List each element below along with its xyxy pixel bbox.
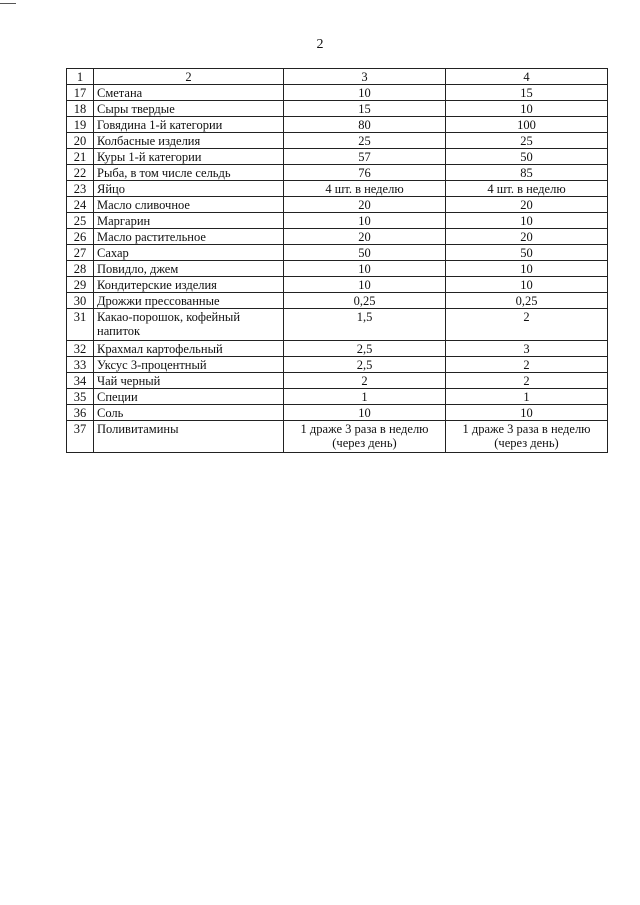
norm-col-4: 20 <box>446 229 608 245</box>
table-row <box>67 405 608 421</box>
norm-col-3: 10 <box>284 85 446 101</box>
page-number: 2 <box>316 37 324 52</box>
table-row <box>67 309 608 341</box>
row-number: 26 <box>67 229 94 245</box>
ration-table <box>66 68 608 453</box>
row-number: 22 <box>67 165 94 181</box>
row-number: 36 <box>67 405 94 421</box>
table-row <box>67 85 608 101</box>
table-row <box>67 277 608 293</box>
row-number: 31 <box>67 309 94 341</box>
table-row <box>67 101 608 117</box>
product-name: Соль <box>94 405 284 421</box>
norm-col-3: 20 <box>284 229 446 245</box>
norm-col-4: 3 <box>446 341 608 357</box>
row-number: 32 <box>67 341 94 357</box>
product-name: Маргарин <box>94 213 284 229</box>
product-name: Специи <box>94 389 284 405</box>
product-name: Чай черный <box>94 373 284 389</box>
norm-col-3: 1 драже 3 раза в неделю (через день) <box>284 421 446 453</box>
norm-col-4: 4 шт. в неделю <box>446 181 608 197</box>
header-col-1: 1 <box>67 69 94 85</box>
norm-col-4: 10 <box>446 213 608 229</box>
norm-col-4: 50 <box>446 149 608 165</box>
product-name: Масло растительное <box>94 229 284 245</box>
product-name: Колбасные изделия <box>94 133 284 149</box>
product-name: Рыба, в том числе сельдь <box>94 165 284 181</box>
norm-col-3: 76 <box>284 165 446 181</box>
row-number: 25 <box>67 213 94 229</box>
table-row <box>67 421 608 453</box>
row-number: 27 <box>67 245 94 261</box>
norm-col-3: 10 <box>284 213 446 229</box>
norm-col-4: 15 <box>446 85 608 101</box>
product-name: Куры 1-й категории <box>94 149 284 165</box>
norm-col-3: 20 <box>284 197 446 213</box>
norm-col-4: 1 <box>446 389 608 405</box>
norm-col-4: 10 <box>446 261 608 277</box>
table-row <box>67 213 608 229</box>
norm-col-3: 2,5 <box>284 341 446 357</box>
product-name: Кондитерские изделия <box>94 277 284 293</box>
table-row <box>67 293 608 309</box>
table-row <box>67 341 608 357</box>
row-number: 19 <box>67 117 94 133</box>
norm-col-4: 2 <box>446 373 608 389</box>
product-name: Дрожжи прессованные <box>94 293 284 309</box>
row-number: 24 <box>67 197 94 213</box>
norm-col-3: 57 <box>284 149 446 165</box>
product-name: Сметана <box>94 85 284 101</box>
row-number: 35 <box>67 389 94 405</box>
norm-col-4: 10 <box>446 405 608 421</box>
table-row <box>67 373 608 389</box>
product-name: Уксус 3-процентный <box>94 357 284 373</box>
table-row <box>67 245 608 261</box>
header-col-3: 3 <box>284 69 446 85</box>
product-name: Сыры твердые <box>94 101 284 117</box>
row-number: 17 <box>67 85 94 101</box>
table-row <box>67 133 608 149</box>
header-col-2: 2 <box>94 69 284 85</box>
product-name: Яйцо <box>94 181 284 197</box>
norm-col-4: 0,25 <box>446 293 608 309</box>
norm-col-4: 2 <box>446 357 608 373</box>
product-name: Масло сливочное <box>94 197 284 213</box>
product-name: Поливитамины <box>94 421 284 453</box>
product-name: Повидло, джем <box>94 261 284 277</box>
row-number: 29 <box>67 277 94 293</box>
row-number: 30 <box>67 293 94 309</box>
norm-col-3: 1 <box>284 389 446 405</box>
row-number: 28 <box>67 261 94 277</box>
table-row <box>67 389 608 405</box>
norm-col-3: 80 <box>284 117 446 133</box>
table-row <box>67 357 608 373</box>
row-number: 20 <box>67 133 94 149</box>
table-row <box>67 117 608 133</box>
norm-col-3: 10 <box>284 277 446 293</box>
norm-col-4: 100 <box>446 117 608 133</box>
table-row <box>67 149 608 165</box>
norm-col-3: 2,5 <box>284 357 446 373</box>
table-row <box>67 165 608 181</box>
table-row <box>67 229 608 245</box>
table-row <box>67 261 608 277</box>
table-row <box>67 197 608 213</box>
norm-col-4: 50 <box>446 245 608 261</box>
row-number: 34 <box>67 373 94 389</box>
norm-col-3: 1,5 <box>284 309 446 341</box>
norm-col-3: 50 <box>284 245 446 261</box>
table-header-row <box>67 69 608 85</box>
norm-col-4: 85 <box>446 165 608 181</box>
header-col-4: 4 <box>446 69 608 85</box>
product-name: Какао-порошок, кофейный напиток <box>94 309 284 341</box>
row-number: 21 <box>67 149 94 165</box>
norm-col-3: 2 <box>284 373 446 389</box>
norm-col-3: 25 <box>284 133 446 149</box>
norm-col-3: 10 <box>284 261 446 277</box>
row-number: 23 <box>67 181 94 197</box>
norm-col-4: 2 <box>446 309 608 341</box>
norm-col-4: 10 <box>446 101 608 117</box>
product-name: Сахар <box>94 245 284 261</box>
row-number: 33 <box>67 357 94 373</box>
norm-col-3: 15 <box>284 101 446 117</box>
norm-col-4: 20 <box>446 197 608 213</box>
row-number: 18 <box>67 101 94 117</box>
norm-col-4: 1 драже 3 раза в неделю (через день) <box>446 421 608 453</box>
norm-col-3: 10 <box>284 405 446 421</box>
product-name: Говядина 1-й категории <box>94 117 284 133</box>
corner-mark <box>0 3 16 4</box>
norm-col-4: 10 <box>446 277 608 293</box>
norm-col-4: 25 <box>446 133 608 149</box>
row-number: 37 <box>67 421 94 453</box>
product-name: Крахмал картофельный <box>94 341 284 357</box>
norm-col-3: 0,25 <box>284 293 446 309</box>
norm-col-3: 4 шт. в неделю <box>284 181 446 197</box>
table-row <box>67 181 608 197</box>
